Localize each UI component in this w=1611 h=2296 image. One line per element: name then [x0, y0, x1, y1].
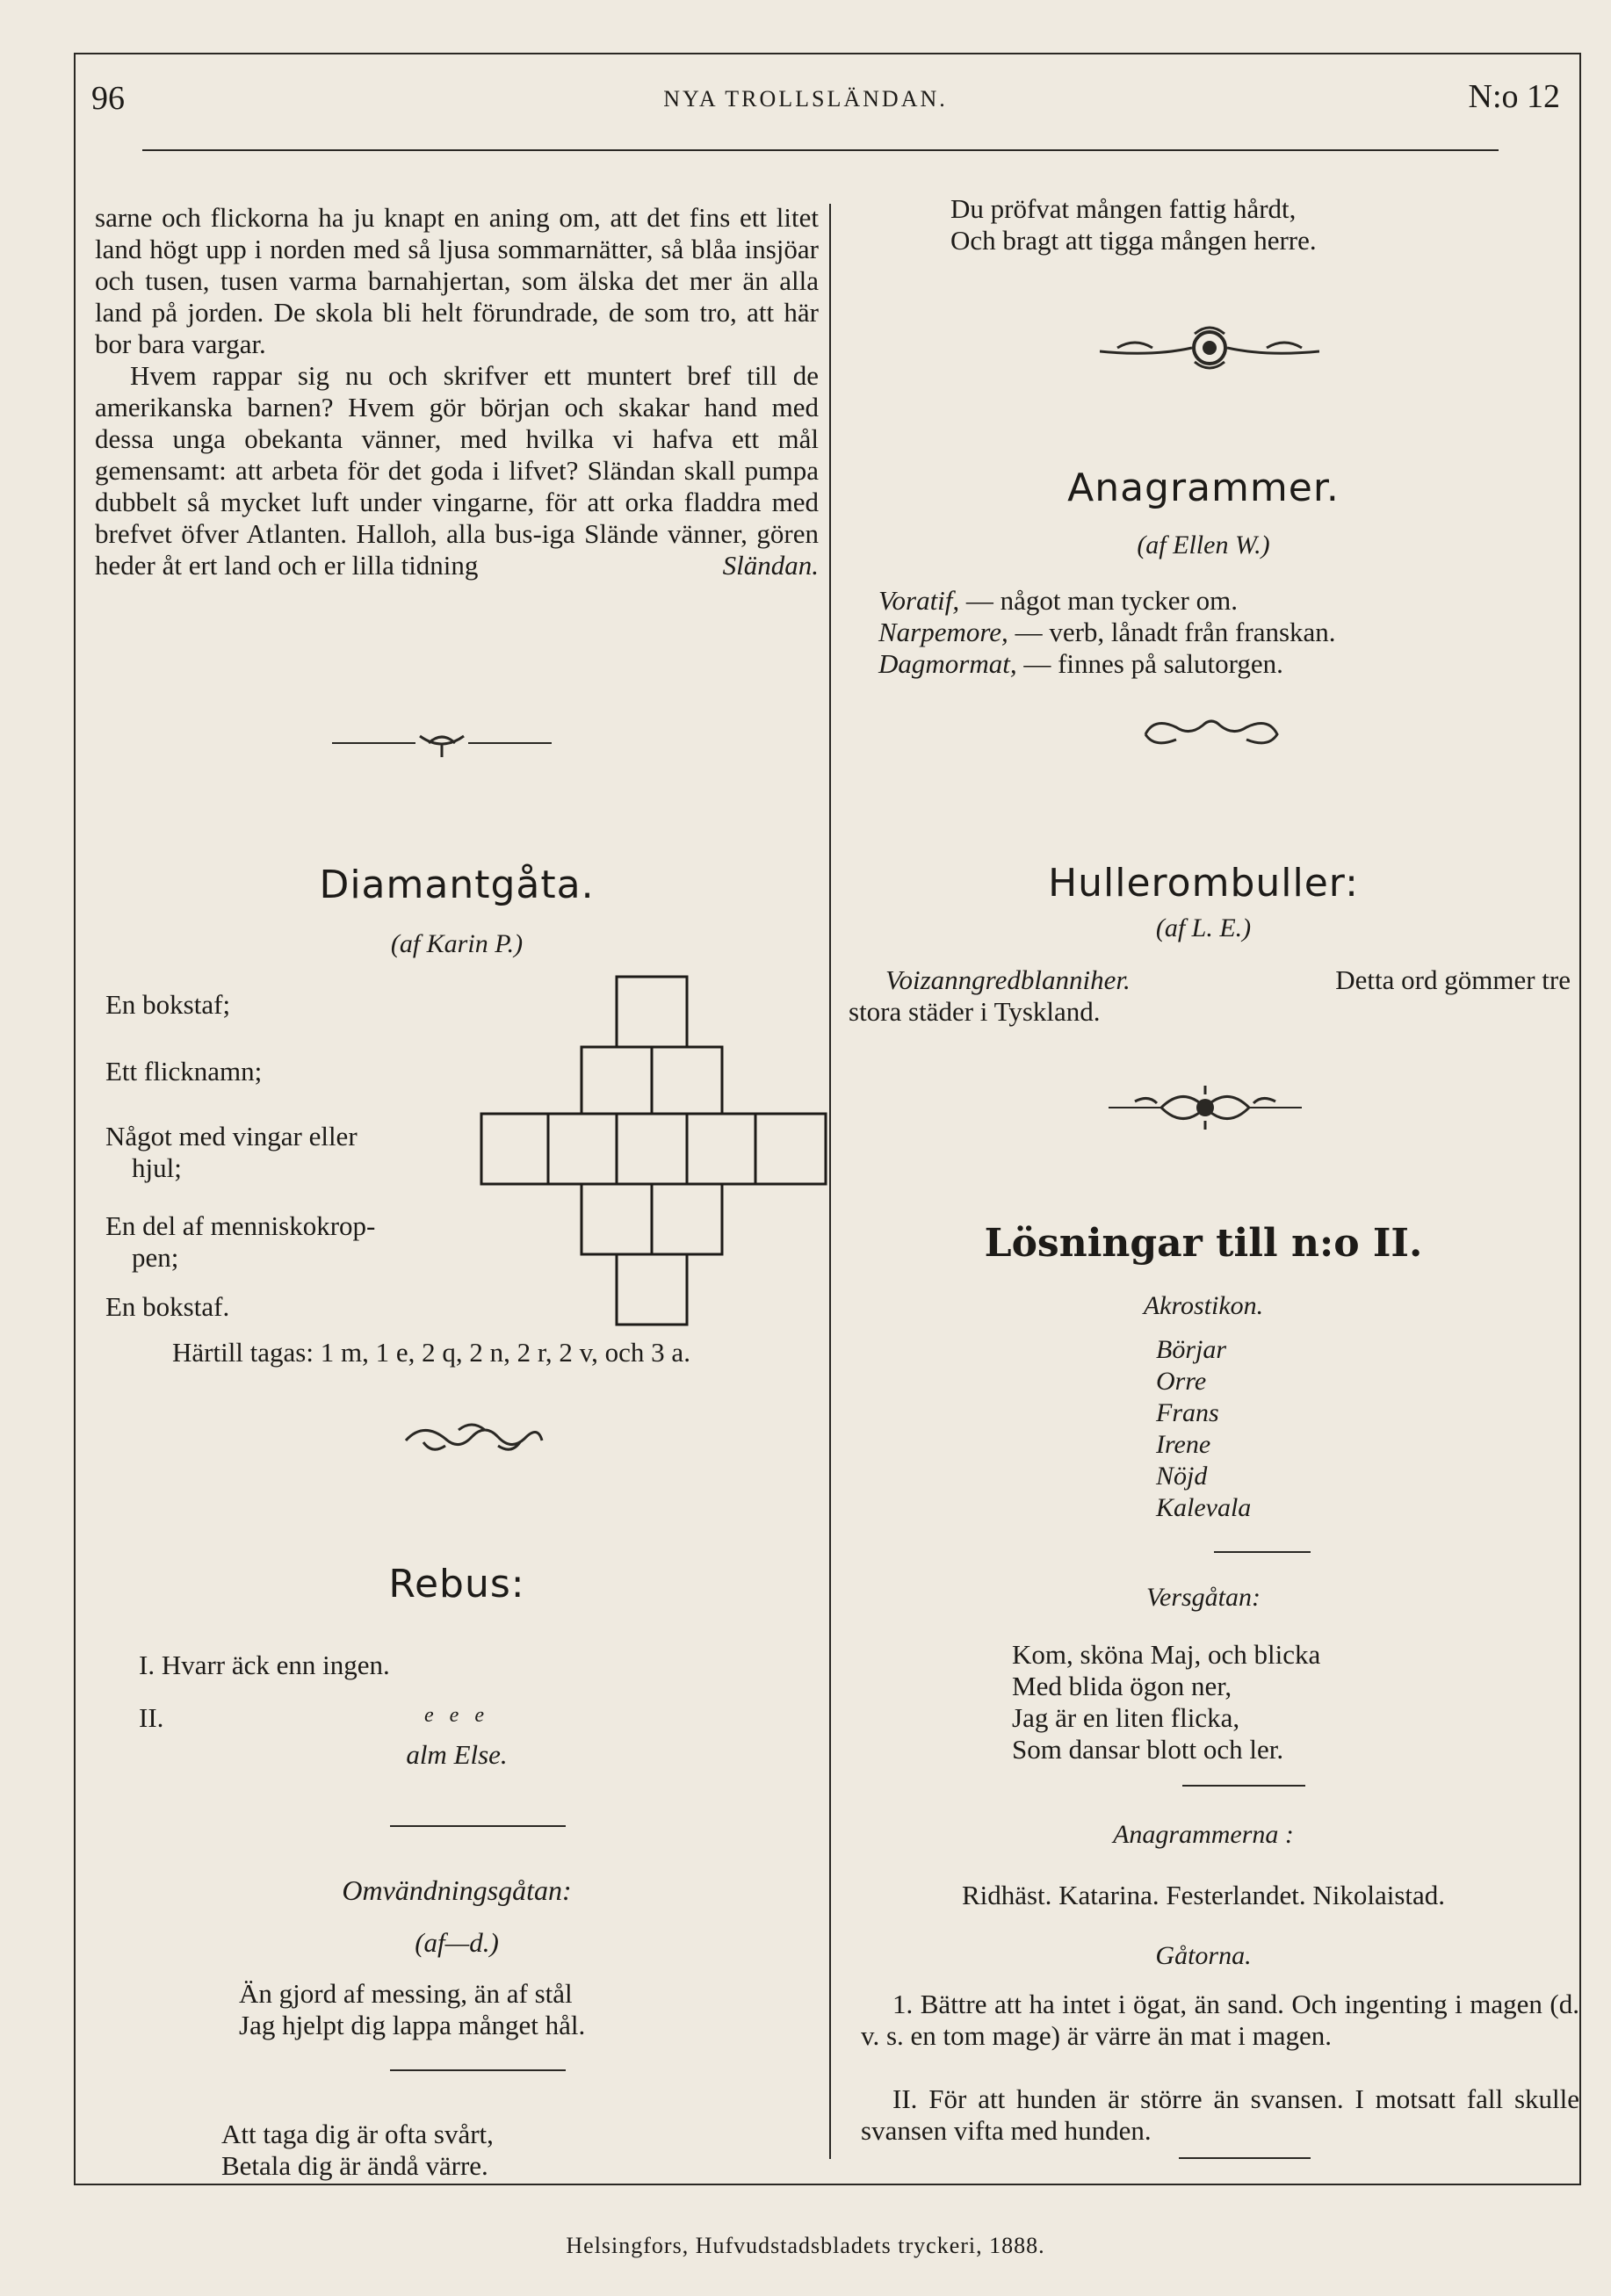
issue-number: N:o 12 — [1468, 78, 1560, 115]
omvandning-line-4: Betala dig är ändå värre. — [221, 2150, 488, 2181]
akrostikon-2: Orre — [1156, 1367, 1207, 1396]
omvandning-line-1: Än gjord af messing, än af stål — [239, 1978, 573, 2009]
rebus-item-2-bottom: alm Else. — [406, 1739, 508, 1770]
akrostikon-4: Irene — [1156, 1430, 1211, 1459]
diamant-clue-3b: hjul; — [132, 1152, 182, 1183]
versgatan-line-1: Kom, sköna Maj, och blicka — [1012, 1639, 1321, 1670]
intro-signature: Sländan. — [722, 550, 819, 581]
grid-cell — [582, 1047, 652, 1114]
rebus-item-2-top: e e e — [424, 1704, 489, 1727]
grid-cell — [617, 1114, 687, 1184]
swirl-ornament-icon — [1137, 710, 1286, 754]
grid-cell — [548, 1114, 617, 1184]
grid-cell — [582, 1184, 652, 1254]
hullerombuller-text — [885, 964, 1571, 996]
anagram-item-2 — [878, 617, 1336, 648]
intro-paragraph-2 — [95, 360, 819, 581]
grid-cell — [481, 1114, 548, 1184]
anagram-item-3 — [878, 648, 1283, 680]
diamant-clue-4: En del af menniskokrop- — [105, 1210, 376, 1241]
diamant-clue-4b: pen; — [132, 1242, 179, 1273]
hullerombuller-word: Voizanngredblanniher. — [885, 964, 1131, 995]
grid-cell — [652, 1184, 722, 1254]
hullerombuller-text-line2: stora städer i Tyskland. — [849, 996, 1101, 1027]
versgatan-line-2: Med blida ögon ner, — [1012, 1671, 1232, 1701]
intro-paragraph-2-text: Hvem rappar sig nu och skrifver ett muntert bref till de amerikanska barnen? Hvem gör början och skakar hand med dessa unga obekanta vänner, med hvilka vi hafva ett mål gemensamt: att arbeta för det goda i lifvet? Sländan skall pumpa dubbelt så mycket luft under vingarne, för att orka fladdra med brefvet öfver Atlanten. Halloh, alla bus-iga Slände vänner, gören heder åt ert land och er lilla tidning — [95, 360, 819, 581]
anagram-word-2: Narpemore, — [878, 617, 1008, 647]
lace-ornament-icon — [1109, 1077, 1302, 1138]
akrostikon-3: Frans — [1156, 1398, 1219, 1427]
akrostikon-heading: Akrostikon. — [1143, 1291, 1264, 1320]
versgatan-line-4: Som dansar blott och ler. — [1012, 1734, 1284, 1765]
akrostikon-1: Börjar — [1156, 1335, 1227, 1364]
diamant-title: Diamantgåta. — [319, 863, 595, 907]
omvandning-author: (af—d.) — [415, 1927, 499, 1958]
hullerombuller-text-rest: Detta ord gömmer tre — [1335, 964, 1571, 995]
versgatan-heading: Versgåtan: — [1146, 1583, 1261, 1612]
grid-cell — [687, 1114, 755, 1184]
omvandning-title: Omvändningsgåtan: — [342, 1874, 572, 1906]
akrostikon-6: Kalevala — [1156, 1493, 1252, 1522]
floral-ornament-icon — [1100, 321, 1319, 374]
rebus-item-1: I. Hvarr äck enn ingen. — [139, 1650, 390, 1680]
grid-cell — [617, 977, 687, 1047]
omvandning-rule — [390, 2069, 566, 2071]
header-rule — [142, 149, 1499, 151]
losningar-title: Lösningar till n:o II. — [984, 1221, 1423, 1266]
akrostikon-5: Nöjd — [1156, 1462, 1208, 1491]
gatorna-rule — [1179, 2157, 1311, 2159]
rebus-item-2-label: II. — [139, 1702, 164, 1733]
omvandning-line-3: Att taga dig är ofta svårt, — [221, 2119, 494, 2149]
anagram-def-2: — verb, lånadt från franskan. — [1015, 617, 1336, 647]
gatorna-1: 1. Bättre att ha intet i ögat, än sand. Och ingenting i magen (d. v. s. en tom mage) är värre än mat i magen. — [861, 1989, 1579, 2051]
poem-end-line-2: Och bragt att tigga mången herre. — [950, 225, 1317, 256]
anagrammerna-heading: Anagrammerna : — [1113, 1820, 1294, 1849]
akrostikon-rule — [1214, 1551, 1311, 1553]
gatorna-2: II. För att hunden är större än svansen. I motsatt fall skulle svansen vifta med hunden. — [861, 2083, 1579, 2146]
diamant-author: (af Karin P.) — [390, 929, 524, 958]
grid-cell — [617, 1254, 687, 1325]
diamant-clue-2: Ett flicknamn; — [105, 1056, 263, 1087]
anagram-item-1 — [878, 585, 1238, 617]
grid-cell — [755, 1114, 826, 1184]
diamant-clue-1: En bokstaf; — [105, 989, 231, 1020]
page-number: 96 — [91, 80, 125, 117]
anagrammer-author: (af Ellen W.) — [1137, 531, 1270, 560]
hullerombuller-title: Hullerombuller: — [1048, 861, 1359, 906]
left-intro — [95, 202, 819, 581]
gatorna-heading: Gåtorna. — [1155, 1941, 1252, 1970]
diamant-letters-note: Härtill tagas: 1 m, 1 e, 2 q, 2 n, 2 r, 2 v, och 3 a. — [172, 1337, 690, 1368]
anagram-def-1: — något man tycker om. — [965, 585, 1238, 616]
anagrammerna-text: Ridhäst. Katarina. Festerlandet. Nikolaistad. — [961, 1880, 1446, 1910]
journal-title: NYA TROLLSLÄNDAN. — [663, 86, 948, 112]
rebus-title: Rebus: — [388, 1562, 525, 1606]
hullerombuller-author: (af L. E.) — [1155, 913, 1252, 942]
anagram-word-3: Dagmormat, — [878, 648, 1017, 679]
anagrammer-title: Anagrammer. — [1067, 466, 1340, 510]
ornament-divider-icon — [332, 726, 552, 761]
diamant-clue-5: En bokstaf. — [105, 1291, 230, 1322]
anagram-word-1: Voratif, — [878, 585, 960, 616]
versgatan-rule — [1182, 1785, 1305, 1787]
diamant-clue-3: Något med vingar eller — [105, 1121, 358, 1152]
intro-paragraph-1: sarne och flickorna ha ju knapt en aning om, att det fins ett litet land högt upp i norden med så ljusa sommarnätter, så blåa insjöar och tusen, tusen varma barnahjertan, som älska det mer än alla land på jorden. De skola bli helt förundrade, de som tro, att här bor bara vargar. — [95, 202, 819, 359]
scroll-ornament-icon — [397, 1416, 546, 1460]
rebus-rule — [390, 1825, 566, 1827]
grid-cell — [652, 1047, 722, 1114]
diamond-grid — [474, 966, 834, 1335]
printer-imprint: Helsingfors, Hufvudstadsbladets tryckeri, 1888. — [566, 2233, 1045, 2258]
anagram-def-3: — finnes på salutorgen. — [1023, 648, 1283, 679]
omvandning-line-2: Jag hjelpt dig lappa månget hål. — [239, 2010, 586, 2040]
versgatan-line-3: Jag är en liten flicka, — [1012, 1702, 1240, 1733]
poem-end-line-1: Du pröfvat mången fattig hårdt, — [950, 193, 1297, 224]
